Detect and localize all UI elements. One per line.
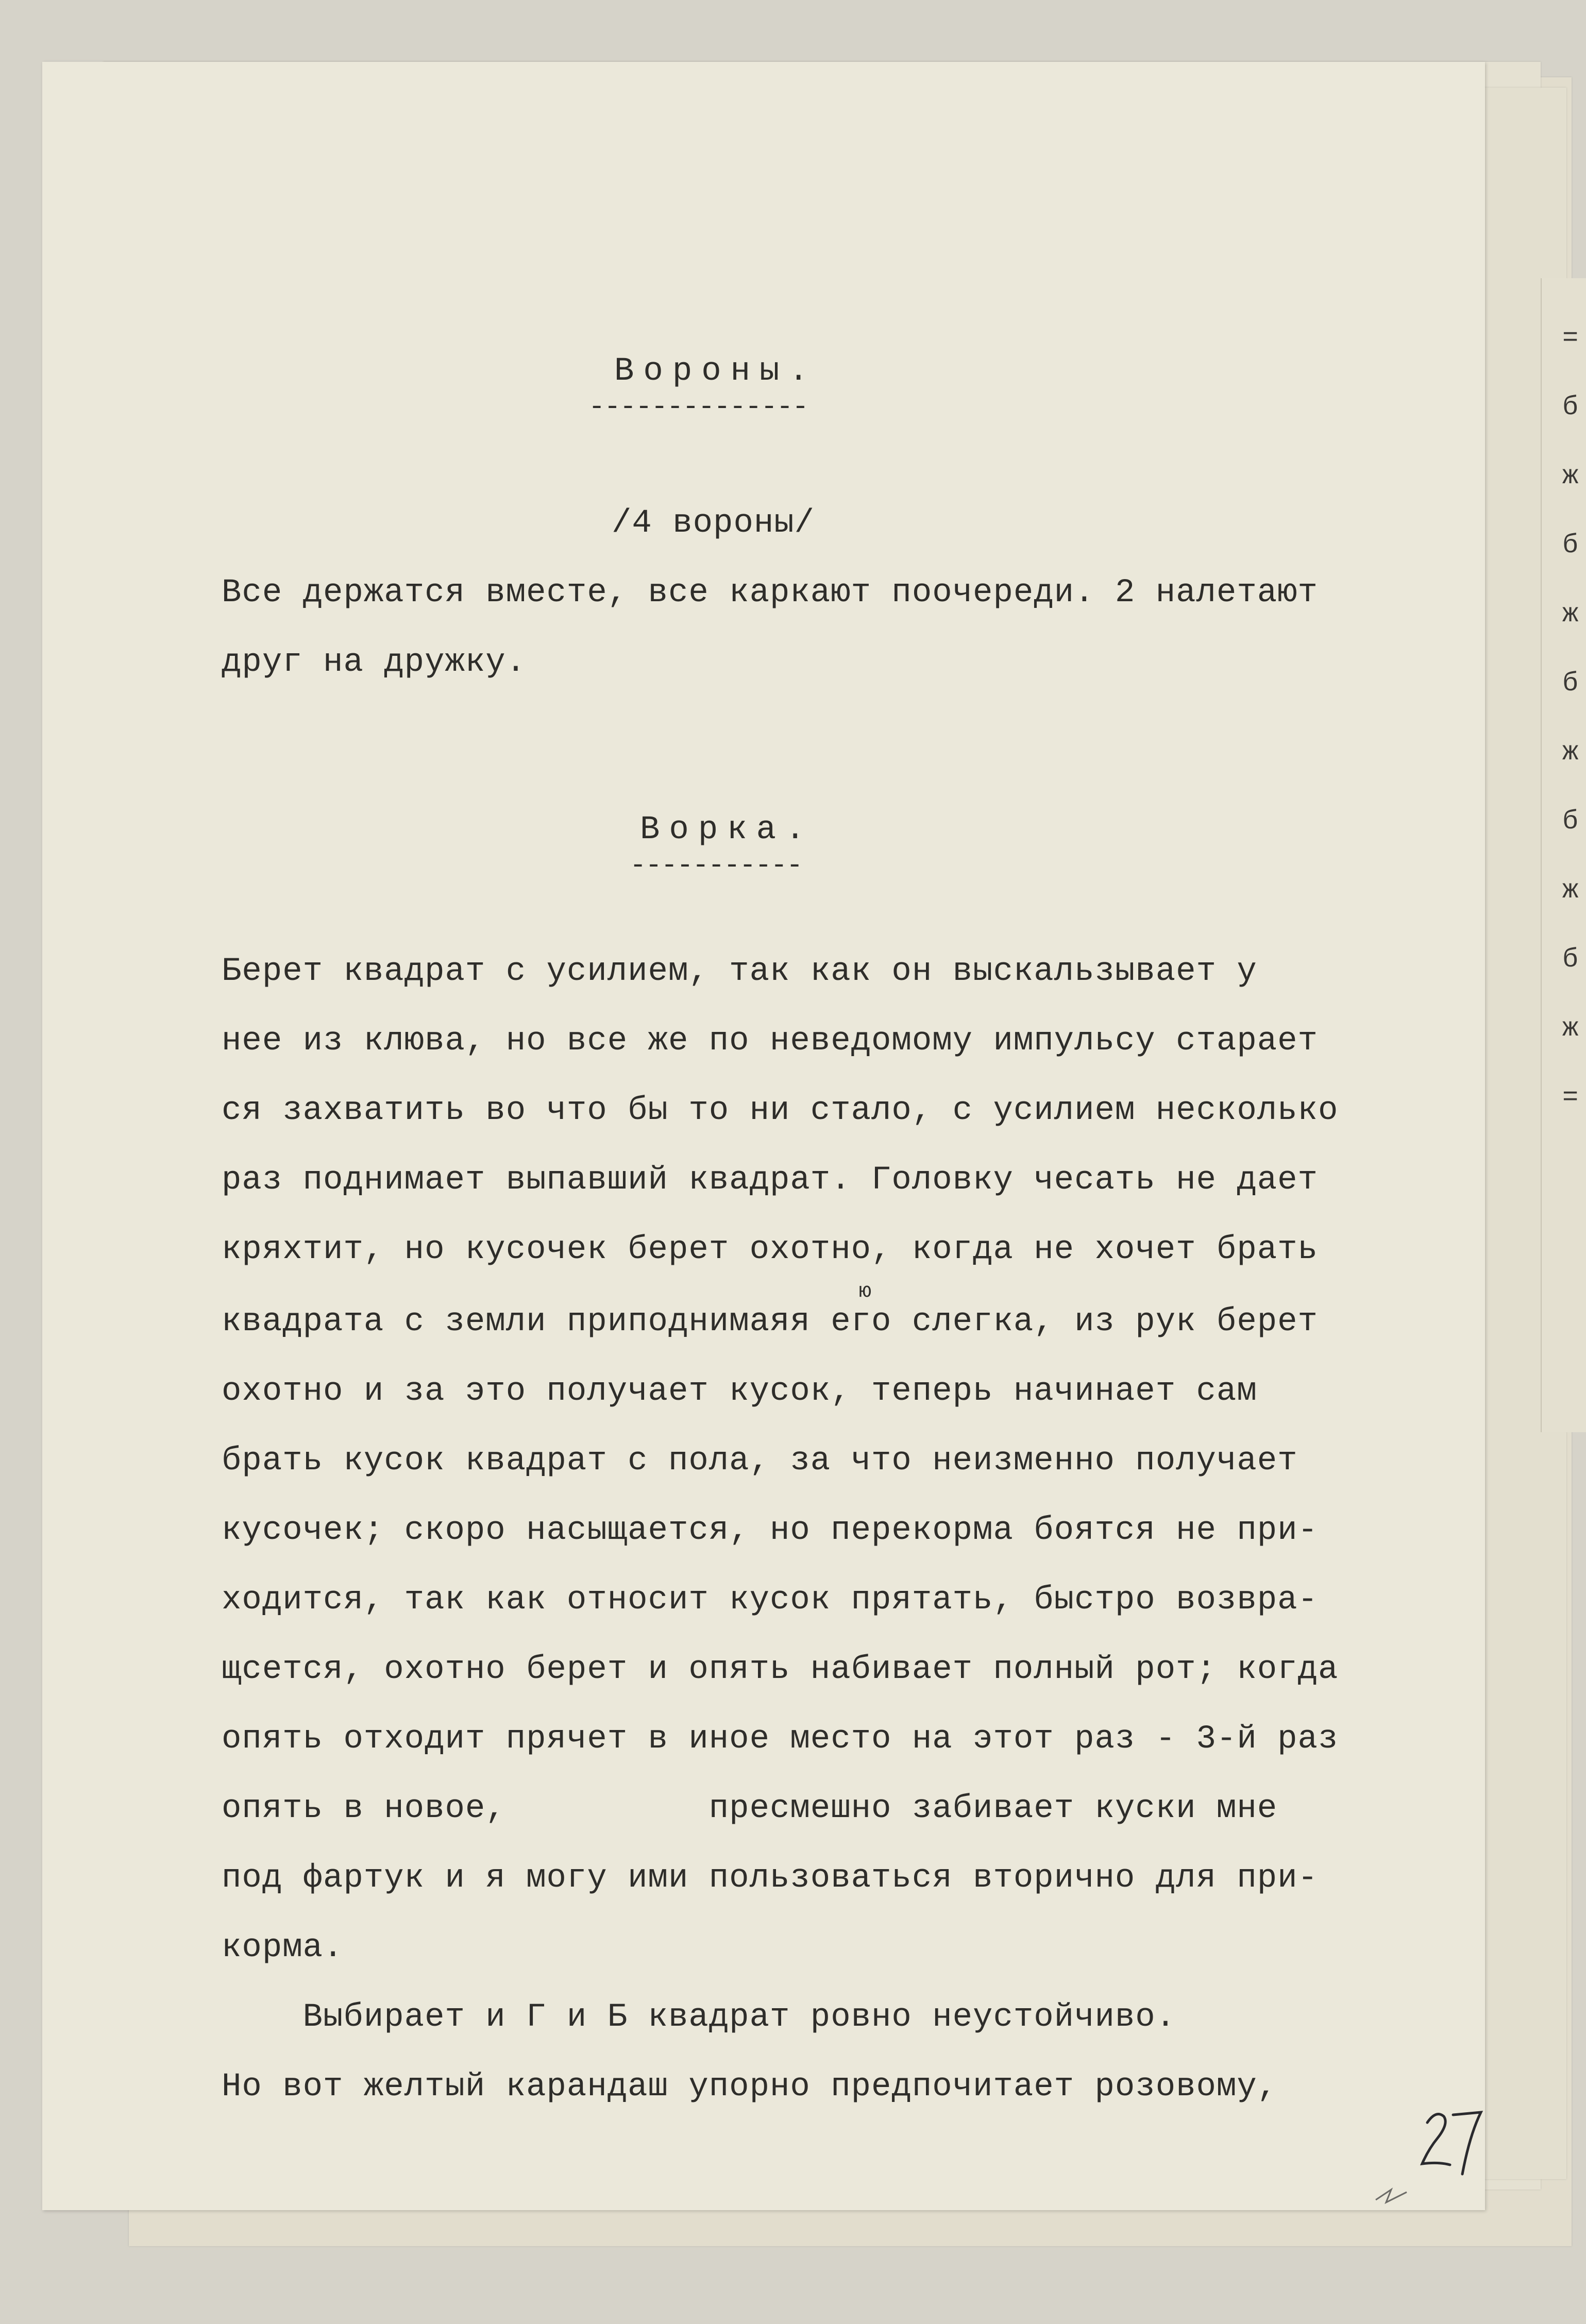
title-underline: ----------- (630, 850, 802, 881)
side-glyphs: = б ж б ж б ж б ж б ж = (1562, 323, 1579, 1113)
typewritten-page (42, 62, 1485, 2210)
text-line: опять в новое, пресмешно забивает куски мне (222, 1790, 1278, 1827)
overstrike-letter: ю (859, 1280, 872, 1303)
underlying-sheet-edge (1541, 278, 1586, 1432)
text-line: кусочек; скоро насыщается, но перекорма боятся не при- (222, 1512, 1318, 1549)
section-subtitle: /4 вороны/ (612, 505, 815, 542)
text-line: щсется, охотно берет и опять набивает полный рот; когда (222, 1651, 1339, 1688)
text-line: кряхтит, но кусочек берет охотно, когда не хочет брать (222, 1231, 1318, 1268)
text-line: квадрата с земли приподнимаяя его слегка, из рук берет (222, 1303, 1318, 1341)
ink-mark (1371, 2184, 1412, 2210)
text-line: Берет квадрат с усилием, так как он выскальзывает у (222, 953, 1257, 990)
text-line: раз поднимает выпавший квадрат. Головку чесать не дает (222, 1162, 1318, 1199)
text-line: опять отходит прячет в иное место на этот раз - 3-й раз (222, 1721, 1339, 1758)
text-line: Все держатся вместе, все каркают поочереди. 2 налетают (222, 574, 1318, 612)
text-line: охотно и за это получает кусок, теперь начинает сам (222, 1373, 1257, 1410)
text-line: ся захватить во что бы то ни стало, с усилием несколько (222, 1092, 1339, 1129)
title-underline: -------------- (588, 392, 808, 423)
text-line: корма. (222, 1929, 344, 1966)
text-line: Выбирает и Г и Б квадрат ровно неустойчиво. (222, 1999, 1176, 2036)
handwritten-page-number (1413, 2092, 1485, 2179)
section-title-crows: Вороны. (614, 353, 818, 390)
text-line: Но вот желтый карандаш упорно предпочитает розовому, (222, 2068, 1278, 2106)
text-line: ходится, так как относит кусок прятать, быстро возвра- (222, 1582, 1318, 1619)
text-line: под фартук и я могу ими пользоваться вторично для при- (222, 1860, 1318, 1897)
text-line: друг на дружку. (222, 644, 527, 681)
section-title-vorka: Ворка. (640, 811, 815, 849)
text-line: брать кусок квадрат с пола, за что неизменно получает (222, 1443, 1298, 1480)
text-line: нее из клюва, но все же по неведомому импульсу старает (222, 1023, 1318, 1060)
